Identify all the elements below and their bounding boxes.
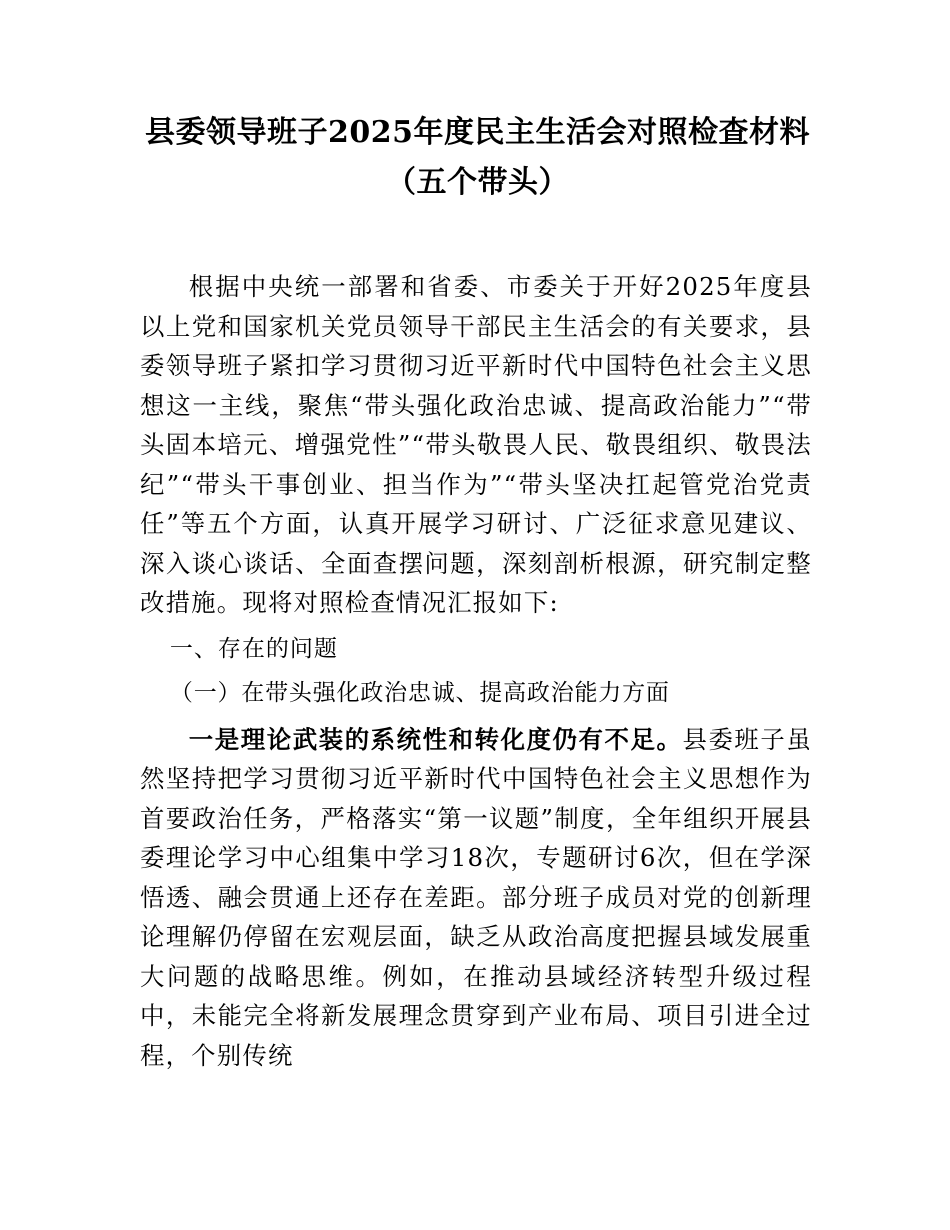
point-1-lead: 一是理论武装的系统性和转化度仍有不足。	[188, 724, 683, 754]
subsection-heading-political-loyalty: （一）在带头强化政治忠诚、提高政治能力方面	[169, 680, 670, 706]
document-title: 县委领导班子2025年度民主生活会对照检查材料（五个带头）	[145, 115, 810, 200]
intro-paragraph: 根据中央统一部署和省委、市委关于开好2025年度县以上党和国家机关党员领导干部民主生活会的有关要求，县委领导班子紧扣学习贯彻习近平新时代中国特色社会主义思想这一主线，聚焦“带头强化政治忠诚、提高政治能力”“带头固本培元、增强党性”“带头敬畏人民、敬畏组织、敬畏法纪”“带头干事创业、担当作为”“带头坚决扛起管党治党责任”等五个方面，认真开展学习研讨、广泛征求意见建议、深入谈心谈话、全面查摆问题，深刻剖析根源，研究制定整改措施。现将对照检查情况汇报如下:	[140, 272, 812, 617]
section-heading-problems: 一、存在的问题	[169, 635, 338, 662]
point-1-body: 县委班子虽然坚持把学习贯彻习近平新时代中国特色社会主义思想作为首要政治任务，严格落实“第一议题”制度，全年组织开展县委理论学习中心组集中学习18次，专题研讨6次，但在学深悟透、融会贯通上还存在差距。部分班子成员对党的创新理论理解仍停留在宏观层面，缺乏从政治高度把握县域发展重大问题的战略思维。例如，在推动县域经济转型升级过程中，未能完全将新发展理念贯穿到产业布局、项目引进全过程，个别传统	[140, 724, 812, 1070]
point-1-paragraph	[140, 720, 812, 1076]
document-body	[140, 267, 812, 1075]
